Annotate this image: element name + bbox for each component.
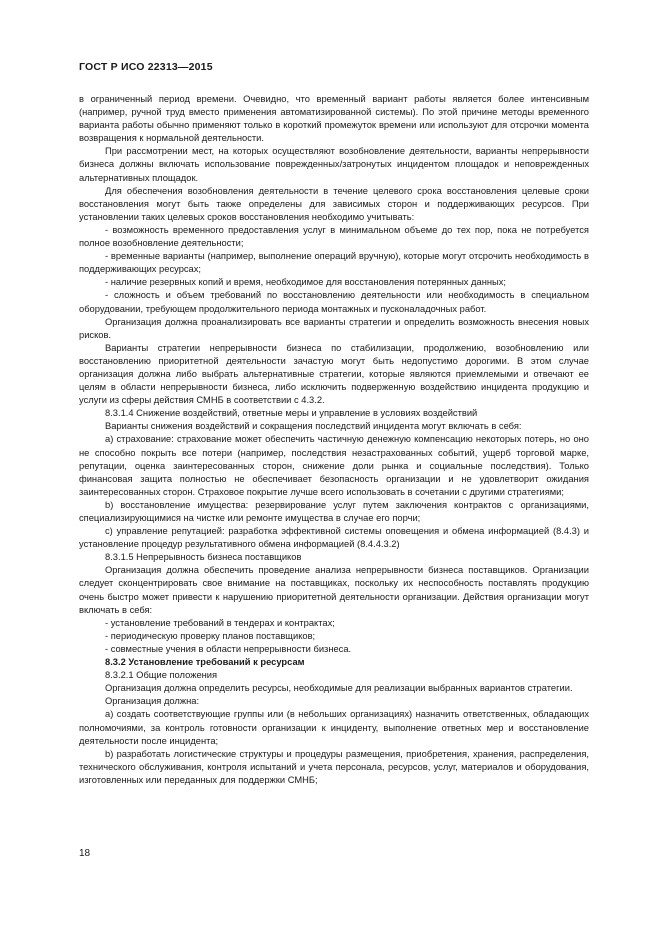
list-item: - наличие резервных копий и время, необходимое для восстановления потерянных данных; (105, 277, 506, 288)
list-item: - возможность временного предоставления услуг в минимальном объеме до тех пор, пока не потребуется полное возобновление деятельности; (79, 224, 589, 249)
paragraph: Варианты стратегии непрерывности бизнеса по стабилизации, продолжению, возобновлению или восстановлению приоритетной деятельности зачастую могут быть недопустимо дорогими. В этом случае организация должна либо выбрать альтернативные стратегии, которые являются приемлемыми и отвечают ее целям в области непрерывности бизнеса, либо исключить подверженную воздействию инцидента продукцию и услуги из сферы действия СМНБ в соответствии с 4.3.2. (79, 342, 589, 406)
list-item: b) восстановление имущества: резервирование услуг путем заключения контрактов с организациями, специализирующимися на чистке или ремонте имущества в случае его порчи; (79, 499, 589, 523)
document-body (79, 93, 589, 787)
standard-header: ГОСТ Р ИСО 22313—2015 (79, 61, 213, 73)
paragraph: Организация должна: (105, 696, 200, 707)
paragraph: Организация должна обеспечить проведение анализа непрерывности бизнеса поставщиков. Организации следует сконцентрировать свое внимание на поставщиках, поскольку их неспособность поставлять продукцию очень быстро может привести к нарушению приоритетной деятельности организации. Действия организации могут включать в себя: (79, 565, 589, 615)
list-item: - установление требований в тендерах и контрактах; (105, 617, 335, 628)
list-item: c) управление репутацией: разработка эффективной системы оповещения и обмена информацией (8.4.3) и установление процедур результативного обмена информацией (8.4.4.3.2) (79, 526, 589, 550)
paragraph: Организация должна проанализировать все варианты стратегии и определить возможность внесения новых рисков. (79, 316, 589, 340)
paragraph: Варианты снижения воздействий и сокращения последствий инцидента могут включать в себя: (105, 421, 522, 432)
list-item: b) разработать логистические структуры и процедуры размещения, приобретения, хранения, распределения, технического обслуживания, контроля испытаний и учета персонала, ресурсов, услуг, материалов и оборудования, изготовленных или переданных для поддержки СМНБ; (79, 748, 589, 785)
list-item: - временные варианты (например, выполнение операций вручную), которые могут отсрочить необходимость в поддерживающих ресурсах; (79, 251, 589, 275)
section-heading: 8.3.1.5 Непрерывность бизнеса поставщиков (105, 552, 302, 563)
paragraph: При рассмотрении мест, на которых осуществляют возобновление деятельности, варианты непрерывности бизнеса должны включать использование поврежденных/затронутых инцидентом площадок и неповрежденных альтернативных площадок. (79, 146, 589, 183)
paragraph: Для обеспечения возобновления деятельности в течение целевого срока восстановления целевые сроки восстановления могут быть также определены для зависимых сторон и поддерживающих ресурсов. При установлении таких целевых сроков восстановления необходимо учитывать: (79, 185, 589, 222)
list-item: - периодическую проверку планов поставщиков; (105, 630, 316, 641)
list-item: - сложность и объем требований по восстановлению деятельности или необходимость в специальном оборудовании, требующем продолжительного периода монтажных и пусконаладочных работ. (79, 290, 589, 314)
section-heading: 8.3.2.1 Общие положения (105, 670, 218, 681)
list-item: a) страхование: страхование может обеспечить частичную денежную компенсацию некоторых потерь, но оно не способно покрыть все потери (например, последствия незастрахованных событий, ущерб торговой марке, репутации, оценка заинтересованных сторон, снижение доли рынка и социальные последствия). Только финансовая защита полностью не обеспечивает безопасность организации и не удовлетворит ожидания заинтересованных сторон. Страховое покрытие лучше всего использовать в сочетании с другими стратегиями; (79, 434, 589, 497)
section-heading: 8.3.1.4 Снижение воздействий, ответные меры и управление в условиях воздействий (105, 408, 478, 419)
paragraph: Организация должна определить ресурсы, необходимые для реализации выбранных вариантов стратегии. (105, 683, 573, 694)
page-number: 18 (79, 848, 91, 859)
list-item: - совместные учения в области непрерывности бизнеса. (105, 643, 352, 654)
list-item: a) создать соответствующие группы или (в небольших организациях) назначить ответственных, обладающих полномочиями, за контроль готовности организации к инциденту, выполнение ответных мер и восстановление деятельности после инцидента; (79, 709, 589, 746)
section-heading-bold: 8.3.2 Установление требований к ресурсам (105, 657, 305, 668)
paragraph: в ограниченный период времени. Очевидно, что временный вариант работы является более интенсивным (например, ручной труд вместо применения автоматизированной системы). По этой причине методы временного варианта работы обычно применяют только в короткий промежуток времени или используют для отсрочки момента возвращения к нормальной деятельности. (79, 94, 589, 144)
